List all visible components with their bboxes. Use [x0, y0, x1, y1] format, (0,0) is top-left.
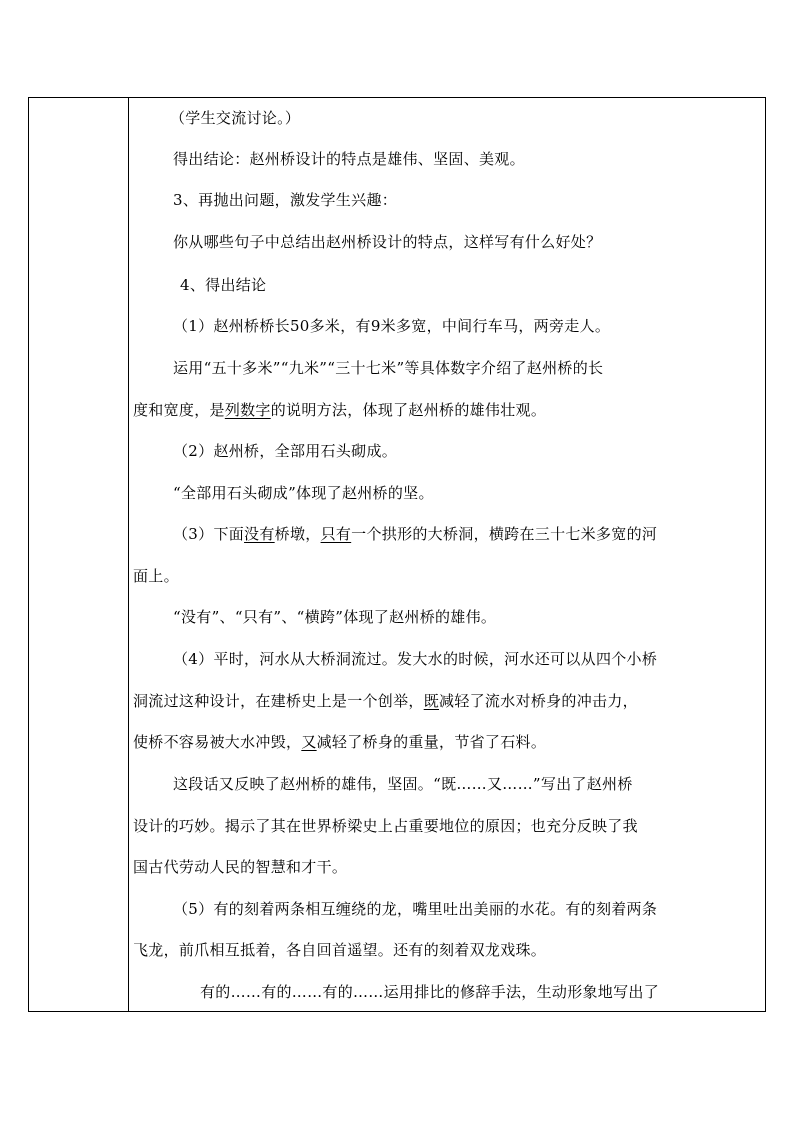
paragraph-line: 洞流过这种设计，在建桥史上是一个创举，既减轻了流水对桥身的冲击力， — [133, 692, 638, 710]
paragraph-line: 设计的巧妙。揭示了其在世界桥梁史上占重要地位的原因；也充分反映了我 — [133, 817, 638, 835]
paragraph-line: 运用“五十多米”“九米”“三十七米”等具体数字介绍了赵州桥的长 — [173, 359, 604, 377]
paragraph-line: 得出结论：赵州桥设计的特点是雄伟、坚固、美观。 — [173, 150, 525, 168]
paragraph-line: 飞龙，前爪相互抵着，各自回首遥望。还有的刻着双龙戏珠。 — [133, 941, 547, 959]
paragraph-line: （3）下面没有桥墩，只有一个拱形的大桥洞，横跨在三十七米多宽的河 — [173, 525, 658, 543]
table-content-cell — [128, 98, 765, 1011]
paragraph-line: 面上。 — [133, 567, 179, 585]
paragraph-line: （4）平时，河水从大桥洞流过。发大水的时候，河水还可以从四个小桥 — [173, 650, 658, 668]
paragraph-line: （5）有的刻着两条相互缠绕的龙，嘴里吐出美丽的水花。有的刻着两条 — [173, 900, 658, 918]
paragraph-line: （学生交流讨论。） — [170, 109, 301, 127]
paragraph-line: 3、再抛出问题，激发学生兴趣： — [173, 191, 398, 209]
underlined-term: 只有 — [320, 525, 352, 543]
paragraph-line: （1）赵州桥桥长50多米，有9米多宽，中间行车马，两旁走人。 — [173, 317, 611, 335]
paragraph-line: 这段话又反映了赵州桥的雄伟，坚固。“既……又……”写出了赵州桥 — [173, 775, 633, 793]
paragraph-line: （2）赵州桥，全部用石头砌成。 — [173, 442, 398, 460]
paragraph-line: “全部用石头砌成”体现了赵州桥的坚。 — [173, 484, 434, 502]
paragraph-line: 有的……有的……有的……运用排比的修辞手法，生动形象地写出了 — [200, 983, 660, 1001]
underlined-term: 没有 — [244, 525, 275, 543]
lesson-table — [28, 97, 766, 1012]
paragraph-line: 国古代劳动人民的智慧和才干。 — [133, 858, 348, 876]
paragraph-line: 4、得出结论 — [180, 276, 267, 294]
paragraph-line: 度和宽度，是列数字的说明方法，体现了赵州桥的雄伟壮观。 — [133, 401, 547, 419]
underlined-term: 列数字 — [224, 401, 271, 419]
underlined-term: 又 — [301, 733, 317, 751]
table-left-cell — [29, 98, 128, 1011]
paragraph-line: 使桥不容易被大水冲毁，又减轻了桥身的重量，节省了石料。 — [133, 733, 547, 751]
underlined-term: 既 — [423, 692, 440, 710]
paragraph-line: “没有”、“只有”、“横跨”体现了赵州桥的雄伟。 — [173, 608, 497, 626]
paragraph-line: 你从哪些句子中总结出赵州桥设计的特点，这样写有什么好处？ — [173, 233, 602, 251]
